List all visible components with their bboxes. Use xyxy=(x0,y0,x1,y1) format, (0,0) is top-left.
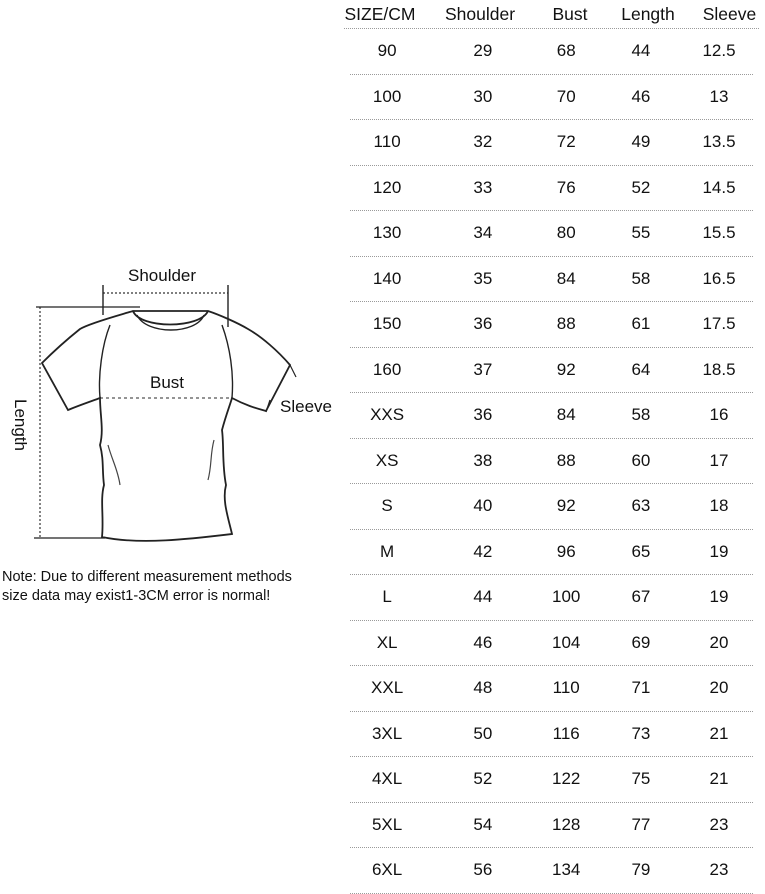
table-row xyxy=(350,803,753,849)
table-row xyxy=(350,484,753,530)
table-row xyxy=(350,530,753,576)
cell-size: L xyxy=(382,587,392,607)
cell-length: 44 xyxy=(631,41,651,61)
header-size: SIZE/CM xyxy=(344,3,416,24)
cell-shoulder: 54 xyxy=(473,814,493,834)
cell-sleeve: 14.5 xyxy=(702,177,736,197)
cell-length: 58 xyxy=(631,268,651,288)
cell-shoulder: 35 xyxy=(473,268,493,288)
cell-shoulder: 44 xyxy=(473,587,493,607)
cell-size: 4XL xyxy=(371,769,403,789)
table-row xyxy=(350,393,753,439)
cell-length: 61 xyxy=(631,314,651,334)
cell-shoulder: 32 xyxy=(473,132,493,152)
cell-sleeve: 15.5 xyxy=(702,223,736,243)
cell-length: 46 xyxy=(631,86,651,106)
cell-shoulder: 36 xyxy=(473,314,493,334)
cell-sleeve: 21 xyxy=(709,723,729,743)
tshirt-measurement-diagram xyxy=(0,255,340,555)
cell-sleeve: 20 xyxy=(709,678,729,698)
cell-length: 52 xyxy=(631,177,651,197)
header-shoulder: Shoulder xyxy=(444,3,516,24)
cell-length: 75 xyxy=(631,769,651,789)
table-body xyxy=(344,28,759,894)
cell-bust: 110 xyxy=(552,678,580,698)
cell-bust: 84 xyxy=(556,405,576,425)
cell-size: 100 xyxy=(372,86,402,106)
cell-size: 150 xyxy=(372,314,402,334)
cell-size: M xyxy=(380,541,395,561)
cell-shoulder: 48 xyxy=(473,678,493,698)
cell-size: 160 xyxy=(372,359,402,379)
cell-length: 63 xyxy=(631,496,651,516)
shoulder-label: Shoulder xyxy=(128,266,197,285)
cell-sleeve: 19 xyxy=(709,541,729,561)
header-sleeve: Sleeve xyxy=(702,3,757,24)
cell-sleeve: 21 xyxy=(709,769,729,789)
note-line-2: size data may exist1-3CM error is normal! xyxy=(2,588,271,604)
cell-sleeve: 12.5 xyxy=(702,41,736,61)
cell-length: 77 xyxy=(631,814,651,834)
cell-sleeve: 13.5 xyxy=(702,132,736,152)
table-row xyxy=(350,211,753,257)
cell-shoulder: 29 xyxy=(473,41,493,61)
cell-bust: 92 xyxy=(556,496,576,516)
table-row xyxy=(350,666,753,712)
cell-shoulder: 30 xyxy=(473,86,493,106)
cell-bust: 80 xyxy=(556,223,576,243)
cell-length: 55 xyxy=(631,223,651,243)
cell-length: 64 xyxy=(631,359,651,379)
cell-bust: 88 xyxy=(556,314,576,334)
note-line-1: Note: Due to different measurement methods xyxy=(2,569,292,585)
cell-size: XXL xyxy=(371,678,404,698)
cell-shoulder: 37 xyxy=(473,359,493,379)
table-row xyxy=(350,257,753,303)
cell-length: 73 xyxy=(631,723,651,743)
cell-shoulder: 38 xyxy=(473,450,493,470)
cell-shoulder: 50 xyxy=(473,723,493,743)
cell-size: XL xyxy=(376,632,398,652)
cell-sleeve: 17.5 xyxy=(702,314,736,334)
sleeve-label: Sleeve xyxy=(280,397,332,416)
cell-bust: 96 xyxy=(556,541,576,561)
cell-sleeve: 16.5 xyxy=(702,268,736,288)
header-bust: Bust xyxy=(552,3,588,24)
cell-size: 130 xyxy=(372,223,402,243)
cell-bust: 70 xyxy=(556,86,576,106)
cell-sleeve: 13 xyxy=(709,86,729,106)
cell-bust: 76 xyxy=(556,177,576,197)
cell-bust: 128 xyxy=(552,814,581,834)
cell-shoulder: 36 xyxy=(473,405,493,425)
cell-length: 65 xyxy=(631,541,651,561)
cell-size: 5XL xyxy=(371,814,403,834)
cell-bust: 72 xyxy=(556,132,576,152)
table-row xyxy=(350,120,753,166)
cell-sleeve: 18 xyxy=(709,496,729,516)
cell-sleeve: 19 xyxy=(709,587,729,607)
cell-length: 49 xyxy=(631,132,651,152)
header-length: Length xyxy=(621,3,675,24)
table-row xyxy=(350,348,753,394)
cell-bust: 84 xyxy=(556,268,576,288)
cell-length: 79 xyxy=(631,860,651,880)
cell-shoulder: 40 xyxy=(473,496,493,516)
cell-shoulder: 52 xyxy=(473,769,493,789)
cell-length: 67 xyxy=(631,587,651,607)
table-row xyxy=(350,621,753,667)
size-chart-table xyxy=(338,0,765,894)
cell-length: 69 xyxy=(631,632,651,652)
cell-shoulder: 33 xyxy=(473,177,493,197)
cell-size: 120 xyxy=(372,177,402,197)
cell-sleeve: 20 xyxy=(709,632,729,652)
table-row xyxy=(350,712,753,758)
table-header xyxy=(338,0,765,28)
cell-sleeve: 23 xyxy=(709,860,729,880)
cell-size: 110 xyxy=(373,132,401,152)
cell-shoulder: 46 xyxy=(473,632,493,652)
cell-size: 3XL xyxy=(371,723,403,743)
cell-size: XS xyxy=(375,450,399,470)
cell-sleeve: 18.5 xyxy=(702,359,736,379)
cell-bust: 116 xyxy=(552,723,580,743)
cell-bust: 68 xyxy=(556,41,576,61)
table-row xyxy=(350,29,753,75)
cell-sleeve: 17 xyxy=(709,450,729,470)
cell-length: 71 xyxy=(631,678,651,698)
cell-size: 90 xyxy=(377,41,397,61)
cell-bust: 122 xyxy=(552,769,581,789)
cell-size: 140 xyxy=(372,268,402,288)
bust-label: Bust xyxy=(150,373,185,392)
table-row xyxy=(350,166,753,212)
cell-bust: 104 xyxy=(552,632,581,652)
cell-sleeve: 23 xyxy=(709,814,729,834)
cell-sleeve: 16 xyxy=(709,405,729,425)
cell-shoulder: 42 xyxy=(473,541,493,561)
cell-length: 58 xyxy=(631,405,651,425)
length-label: Length xyxy=(11,399,30,451)
table-row xyxy=(350,439,753,485)
cell-size: 6XL xyxy=(371,860,403,880)
cell-bust: 88 xyxy=(556,450,576,470)
cell-bust: 92 xyxy=(556,359,576,379)
cell-size: S xyxy=(381,496,393,516)
cell-bust: 100 xyxy=(552,587,581,607)
cell-bust: 134 xyxy=(552,860,581,880)
cell-shoulder: 56 xyxy=(473,860,493,880)
table-row xyxy=(350,302,753,348)
table-row xyxy=(350,757,753,803)
table-row xyxy=(350,75,753,121)
cell-shoulder: 34 xyxy=(473,223,493,243)
cell-length: 60 xyxy=(631,450,651,470)
measurement-note xyxy=(2,568,337,606)
table-row xyxy=(350,848,753,894)
table-row xyxy=(350,575,753,621)
cell-size: XXS xyxy=(370,405,405,425)
